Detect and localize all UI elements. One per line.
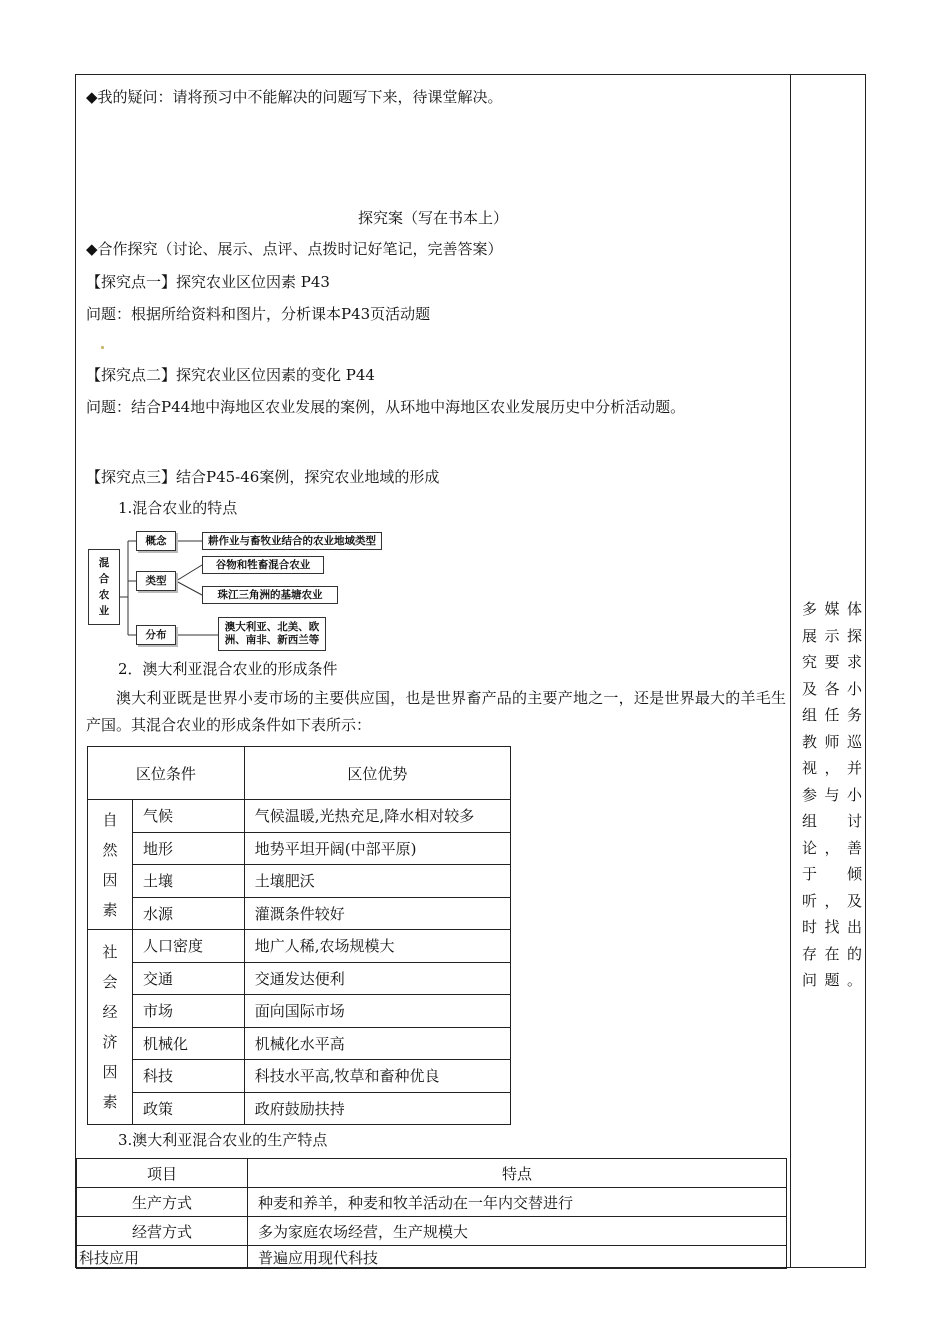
advantage-cell: 面向国际市场 xyxy=(244,995,510,1028)
advantage-cell: 灌溉条件较好 xyxy=(244,897,510,930)
header-location: 区位条件 xyxy=(88,747,245,800)
diagram-root xyxy=(88,549,120,625)
table-row xyxy=(77,1246,787,1269)
question-one: 问题：根据所给资料和图片，分析课本P43页活动题 xyxy=(86,305,431,323)
point-one: 【探究点一】探究农业区位因素 P43 xyxy=(86,273,330,291)
table-row xyxy=(88,1092,511,1125)
note-line: 存在的 xyxy=(802,944,862,963)
advantage-cell: 土壤肥沃 xyxy=(244,865,510,898)
table-row xyxy=(88,897,511,930)
factor-cell: 科技 xyxy=(133,1060,245,1093)
note-line: 听，及 xyxy=(802,891,862,910)
table-row xyxy=(88,995,511,1028)
note-line: 时找出 xyxy=(802,918,862,936)
table-row xyxy=(77,1217,787,1246)
speck xyxy=(101,346,104,349)
factor-cell: 政策 xyxy=(133,1092,245,1125)
note-line: 究要求 xyxy=(802,653,862,671)
production-table xyxy=(76,1158,787,1269)
page-frame xyxy=(75,74,866,1268)
header-advantage: 区位优势 xyxy=(244,747,510,800)
diagram-root-label: 混合农业 xyxy=(98,557,110,617)
note-line: 多媒体 xyxy=(802,600,862,618)
table-row xyxy=(88,1027,511,1060)
factor-cell: 水源 xyxy=(133,897,245,930)
diagram-type-a: 谷物和牲畜混合农业 xyxy=(202,556,324,574)
note-line: 教师巡 xyxy=(802,732,862,751)
advantage-cell: 地广人稀,农场规模大 xyxy=(244,930,510,963)
item-cell: 科技应用 xyxy=(77,1246,248,1269)
advantage-cell: 政府鼓励扶持 xyxy=(244,1092,510,1125)
note-line: 展示探 xyxy=(802,626,862,645)
feature-cell: 种麦和养羊，种麦和牧羊活动在一年内交替进行 xyxy=(248,1188,787,1217)
diagram-concept-box: 概念 xyxy=(136,531,176,551)
factor-cell: 气候 xyxy=(133,800,245,833)
advantage-cell: 科技水平高,牧草和畜种优良 xyxy=(244,1060,510,1093)
column-divider xyxy=(790,75,791,1267)
table-header-row xyxy=(88,747,511,800)
factor-cell: 地形 xyxy=(133,832,245,865)
diagram-dist-box: 分布 xyxy=(136,625,176,645)
note-line: 组 讨 xyxy=(802,812,862,830)
factor-cell: 机械化 xyxy=(133,1027,245,1060)
table-row xyxy=(88,865,511,898)
teacher-notes xyxy=(802,596,862,994)
table-row xyxy=(88,1060,511,1093)
table-row xyxy=(88,930,511,963)
advantage-cell: 气候温暖,光热充足,降水相对较多 xyxy=(244,800,510,833)
diagram-concept-text: 耕作业与畜牧业结合的农业地域类型 xyxy=(202,532,382,550)
diagram-dist-text: 澳大利亚、北美、欧洲、南非、新西兰等 xyxy=(218,617,326,651)
factor-cell: 交通 xyxy=(133,962,245,995)
item-cell: 生产方式 xyxy=(77,1188,248,1217)
table-header-row xyxy=(77,1159,787,1188)
question-two: 问题：结合P44地中海地区农业发展的案例，从环地中海地区农业发展历史中分析活动题。 xyxy=(86,398,686,416)
advantage-cell: 机械化水平高 xyxy=(244,1027,510,1060)
group-natural xyxy=(88,800,133,930)
mixed-agriculture-diagram xyxy=(88,523,388,651)
subtitle-one: 1.混合农业的特点 xyxy=(118,499,238,517)
group-natural-label: 自然因素 xyxy=(102,810,118,919)
factor-cell: 人口密度 xyxy=(133,930,245,963)
conditions-table xyxy=(87,746,511,1125)
diagram-type-b: 珠江三角洲的基塘农业 xyxy=(202,586,338,604)
group-social-label: 社会经济因素 xyxy=(102,943,118,1111)
header-item: 项目 xyxy=(77,1159,248,1188)
table-row xyxy=(88,800,511,833)
intro-paragraph: 澳大利亚既是世界小麦市场的主要供应国，也是世界畜产品的主要产地之一，还是世界最大的羊毛生产国。其混合农业的形成条件如下表所示： xyxy=(86,689,786,734)
advantage-cell: 地势平坦开阔(中部平原) xyxy=(244,832,510,865)
note-line: 于 倾 xyxy=(802,865,862,883)
cooperate-line: ◆合作探究（讨论、展示、点评、点拨时记好笔记，完善答案） xyxy=(86,240,503,258)
subtitle-two: 2．澳大利亚混合农业的形成条件 xyxy=(118,660,338,678)
note-line: 参与小 xyxy=(802,785,862,804)
feature-cell: 普遍应用现代科技 xyxy=(248,1246,787,1269)
table-row xyxy=(77,1188,787,1217)
advantage-cell: 交通发达便利 xyxy=(244,962,510,995)
group-social xyxy=(88,930,133,1125)
note-line: 问题。 xyxy=(802,971,862,989)
question-line: ◆我的疑问：请将预习中不能解决的问题写下来，待课堂解决。 xyxy=(86,88,503,106)
table-row xyxy=(88,832,511,865)
point-three: 【探究点三】结合P45-46案例，探究农业地域的形成 xyxy=(86,468,440,486)
item-cell: 经营方式 xyxy=(77,1217,248,1246)
table-row xyxy=(88,962,511,995)
factor-cell: 土壤 xyxy=(133,865,245,898)
note-line: 视，并 xyxy=(802,759,862,777)
point-two: 【探究点二】探究农业区位因素的变化 P44 xyxy=(86,366,375,384)
note-line: 论，善 xyxy=(802,838,862,857)
section-title: 探究案（写在书本上） xyxy=(357,209,508,227)
subtitle-three: 3.澳大利亚混合农业的生产特点 xyxy=(118,1131,328,1149)
feature-cell: 多为家庭农场经营，生产规模大 xyxy=(248,1217,787,1246)
header-feature: 特点 xyxy=(248,1159,787,1188)
note-line: 组任务 xyxy=(802,706,862,724)
factor-cell: 市场 xyxy=(133,995,245,1028)
note-line: 及各小 xyxy=(802,679,862,698)
diagram-type-box: 类型 xyxy=(136,571,176,591)
